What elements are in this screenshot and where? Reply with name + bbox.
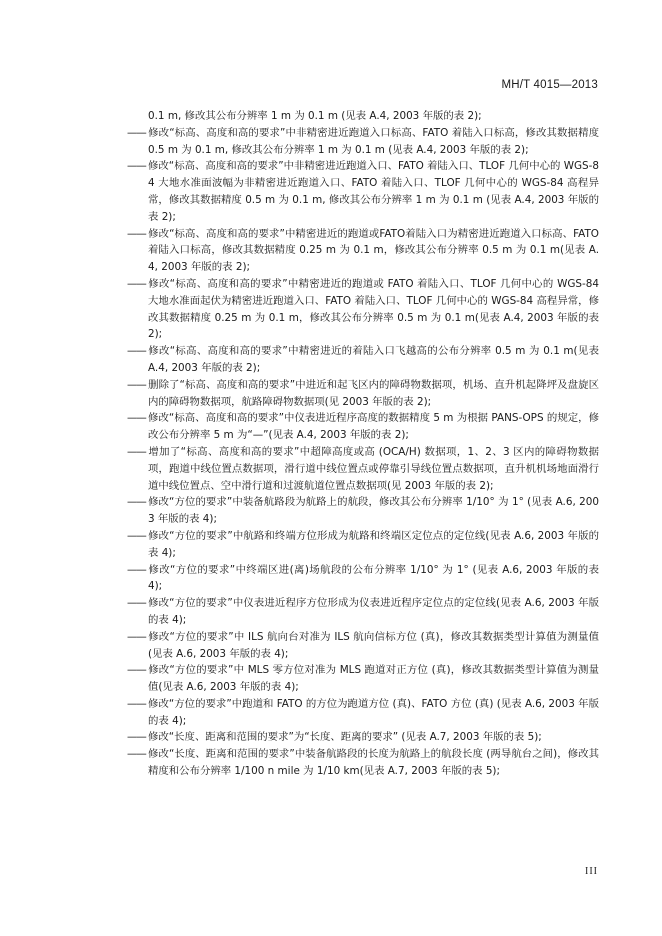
list-item-text: 删除了“标高、高度和高的要求”中进近和起飞区内的障碍物数据项，机场、直升机起降坪及盘旋区内的障碍物数据项，航路障碍物数据项(见 2003 年版的表 2); <box>148 378 599 408</box>
em-dash-marker: —— <box>127 563 146 576</box>
list-item <box>127 629 599 663</box>
list-item-text: 修改“标高、高度和高的要求”中仪表进近程序高度的数据精度 5 m 为根据 PANS-OPS 的规定，修改公布分辨率 5 m 为“—”(见表 A.4, 2003 年版的表 2); <box>148 412 599 442</box>
list-item <box>127 410 599 444</box>
list-item-text: 修改“标高、高度和高的要求”中非精密进近跑道入口、FATO 着陆入口、TLOF 几何中心的 WGS-84 大地水准面波幅为非精密进近跑道入口、FATO 着陆入口、TLOF 几何中心的 WGS-84 高程异常，修改其数据精度 0.5 m 为 0.1 m, 修改其公布分辨率 1 m 为 0.1 m (见表 A.4, 2003 年版的表 2); <box>148 160 599 223</box>
list-item <box>127 226 599 276</box>
list-item <box>127 377 599 411</box>
list-item <box>127 729 599 746</box>
em-dash-marker: —— <box>127 697 146 710</box>
list-item-text: 增加了“标高、高度和高的要求”中超障高度或高 (OCA/H) 数据项，1、2、3 区内的障碍物数据项，跑道中线位置点数据项，滑行道中线位置点或停靠引导线位置点数据项，直升机机场地面滑行道中线位置点、空中滑行道和过渡航道位置点数据项(见 2003 年版的表 2); <box>148 445 599 492</box>
list-item <box>127 662 599 696</box>
list-item <box>127 562 599 596</box>
list-item-text: 修改“方位的要求”中 ILS 航向台对准为 ILS 航向信标方位 (真)，修改其数据类型计算值为测量值(见表 A.6, 2003 年版的表 4); <box>148 630 599 660</box>
list-item <box>127 158 599 225</box>
list-item <box>127 125 599 159</box>
em-dash-marker: —— <box>127 731 146 744</box>
list-item-text: 修改“方位的要求”中航路和终端方位形成为航路和终端区定位点的定位线(见表 A.6, 2003 年版的表 4); <box>148 529 599 559</box>
list-item-text: 修改“方位的要求”中终端区进(离)场航段的公布分辨率 1/10° 为 1° (见表 A.6, 2003 年版的表 4); <box>148 563 599 593</box>
list-item-text: 修改“标高、高度和高的要求”中非精密进近跑道入口标高、FATO 着陆入口标高，修改其数据精度 0.5 m 为 0.1 m, 修改其公布分辨率 1 m 为 0.1 m (见表 A.4, 2003 年版的表 2); <box>148 126 599 156</box>
em-dash-marker: —— <box>127 160 146 173</box>
em-dash-marker: —— <box>127 277 146 290</box>
list-item-text: 修改“方位的要求”中装备航路段为航路上的航段，修改其公布分辨率 1/10° 为 1° (见表 A.6, 2003 年版的表 4); <box>148 496 599 526</box>
list-item <box>127 696 599 730</box>
list-item-text: 修改“标高、高度和高的要求”中精密进近的跑道或FATO着陆入口为精密进近跑道入口标高、FATO 着陆入口标高，修改其数据精度 0.25 m 为 0.1 m，修改其公布分辨率 0.5 m 为 0.1 m(见表 A.4, 2003 年版的表 2); <box>148 227 599 274</box>
list-item <box>127 343 599 377</box>
change-list <box>127 108 599 780</box>
continued-item-text: 0.1 m, 修改其公布分辨率 1 m 为 0.1 m (见表 A.4, 2003 年版的表 2); <box>148 110 482 122</box>
list-item-text: 修改“标高、高度和高的要求”中精密进近的着陆入口飞越高的公布分辨率 0.5 m 为 0.1 m(见表 A.4, 2003 年版的表 2); <box>148 345 599 374</box>
em-dash-marker: —— <box>127 597 146 610</box>
list-item-text: 修改“方位的要求”中跑道和 FATO 的方位为跑道方位 (真)、FATO 方位 (真) (见表 A.6, 2003 年版的表 4); <box>148 697 599 727</box>
em-dash-marker: —— <box>127 345 146 358</box>
document-id-header: MH/T 4015—2013 <box>501 79 598 91</box>
list-item <box>127 528 599 562</box>
list-item <box>127 746 599 780</box>
list-item <box>127 444 599 494</box>
list-item-text: 修改“长度、距离和范围的要求”为“长度、距离的要求” (见表 A.7, 2003 年版的表 5); <box>148 731 542 744</box>
em-dash-marker: —— <box>127 748 146 761</box>
em-dash-marker: —— <box>127 496 146 509</box>
list-item-text: 修改“长度、距离和范围的要求”中装备航路段的长度为航路上的航段长度 (两导航台之间)，修改其精度和公布分辨率 1/100 n mile 为 1/10 km(见表 A.7, 2003 年版的表 5); <box>148 748 599 778</box>
em-dash-marker: —— <box>127 126 146 139</box>
em-dash-marker: —— <box>127 630 146 643</box>
list-item-text: 修改“标高、高度和高的要求”中精密进近的跑道或 FATO 着陆入口、TLOF 几何中心的 WGS-84 大地水准面起伏为精密进近跑道入口、FATO 着陆入口、TLOF 几何中心的 WGS-84 高程异常，修改其数据精度 0.25 m 为 0.1 m，修改其公布分辨率 0.5 m 为 0.1 m(见表 A.4, 2003 年版的表 2); <box>148 277 599 341</box>
list-item <box>127 276 599 343</box>
em-dash-marker: —— <box>127 529 146 542</box>
list-item-text: 修改“方位的要求”中仪表进近程序方位形成为仪表进近程序定位点的定位线(见表 A.6, 2003 年版的表 4); <box>148 597 599 626</box>
list-item <box>127 494 599 528</box>
em-dash-marker: —— <box>127 227 146 240</box>
em-dash-marker: —— <box>127 412 146 425</box>
em-dash-marker: —— <box>127 378 146 391</box>
em-dash-marker: —— <box>127 664 146 677</box>
em-dash-marker: —— <box>127 445 146 458</box>
list-item-text: 修改“方位的要求”中 MLS 零方位对准为 MLS 跑道对正方位 (真)，修改其数据类型计算值为测量值(见表 A.6, 2003 年版的表 4); <box>148 664 599 694</box>
page-number: III <box>585 866 598 877</box>
list-item <box>127 595 599 629</box>
